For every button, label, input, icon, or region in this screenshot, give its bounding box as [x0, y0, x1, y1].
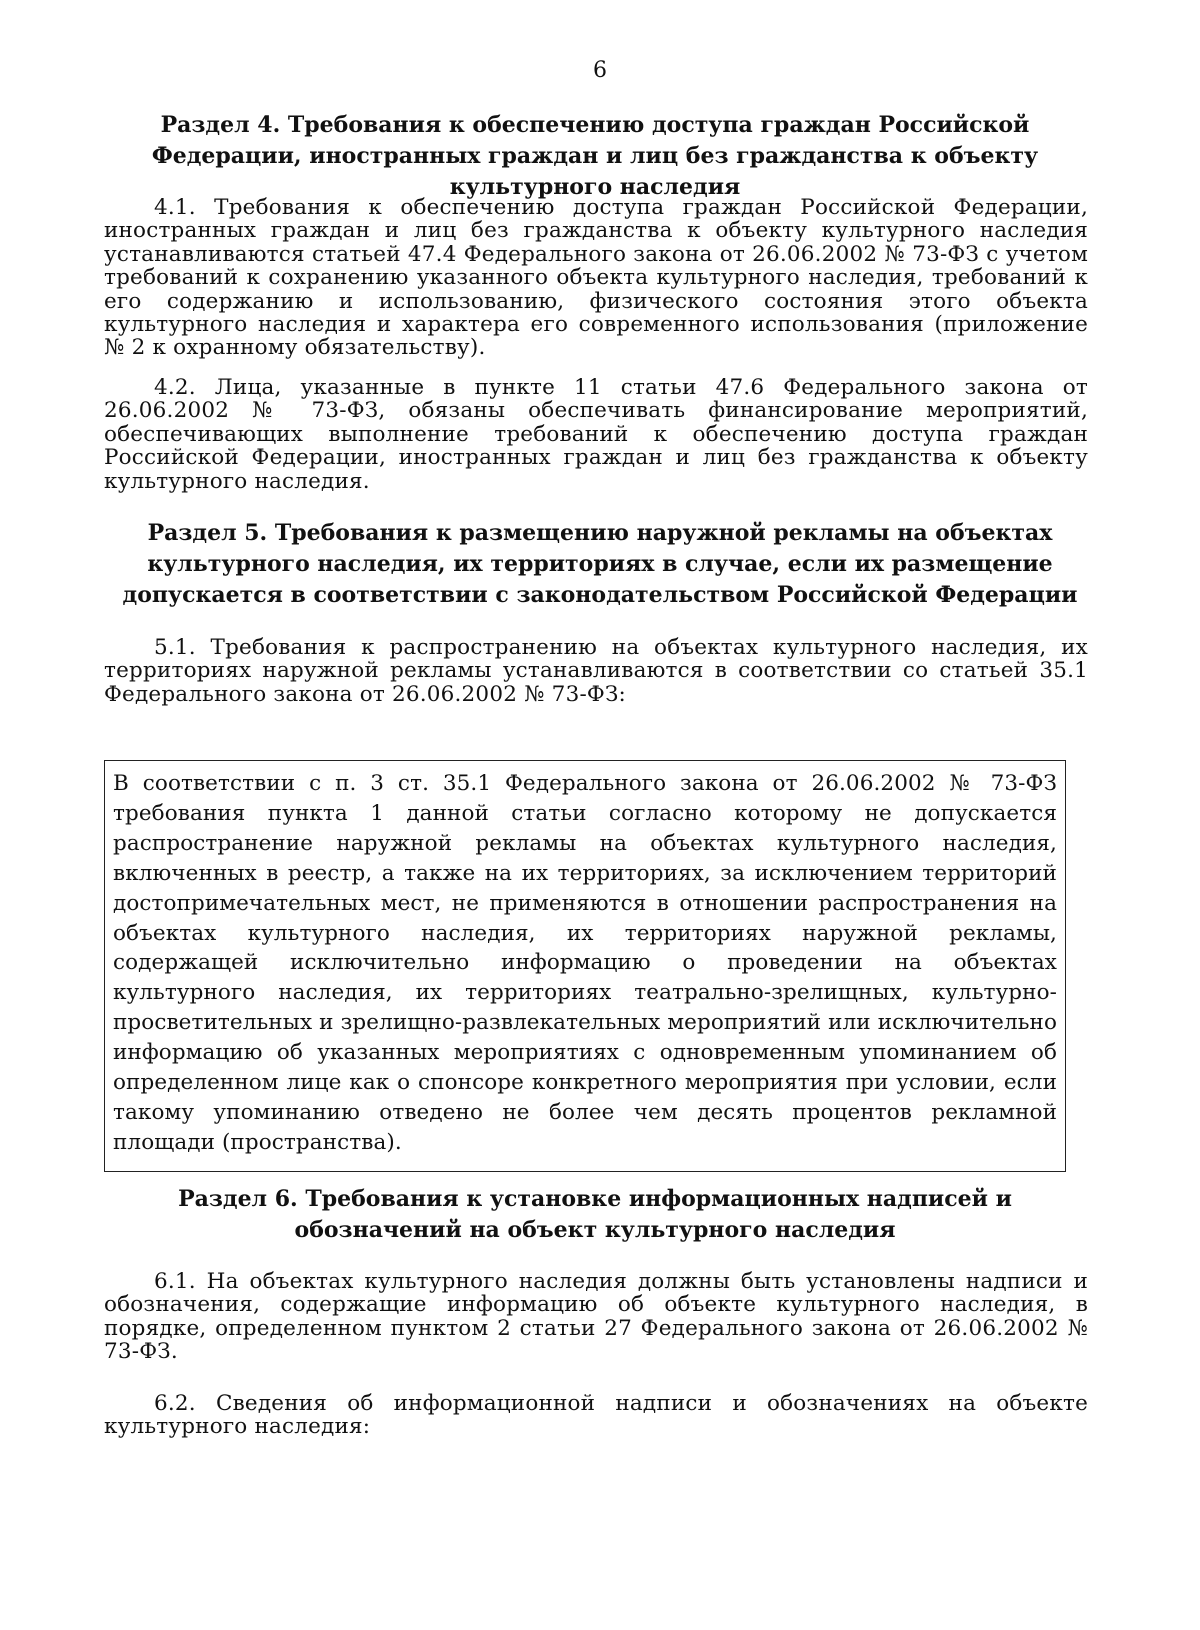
- section-4-heading: Раздел 4. Требования к обеспечению доступа граждан Российской Федерации, иностранных граждан и лиц без гражданства к объекту культурного наследия: [151, 112, 1039, 200]
- paragraph-4-2: 4.2. Лица, указанные в пункте 11 статьи 47.6 Федерального закона от 26.06.2002 № 73-ФЗ, обязаны обеспечивать финансирование мероприятий, обеспечивающих выполнение требований к обеспечению доступа граждан Российской Федерации, иностранных граждан и лиц без гражданства к объекту культурного наследия.: [104, 375, 1088, 494]
- section-5-heading: Раздел 5. Требования к размещению наружной рекламы на объектах культурного наследия, их территориях в случае, если их размещение допускается в соответствии с законодательством Российской Федерации: [122, 520, 1078, 608]
- page-number: 6: [593, 58, 607, 83]
- section-6-heading: Раздел 6. Требования к установке информационных надписей и обозначений на объект культурного наследия: [178, 1186, 1012, 1243]
- quoted-law-text: В соответствии с п. 3 ст. 35.1 Федерального закона от 26.06.2002 № 73-ФЗ требования пункта 1 данной статьи согласно которому не допускается распространение наружной рекламы на объектах культурного наследия, включенных в реестр, а также на их территориях, за исключением территорий достопримечательных мест, не применяются в отношении распространения на объектах культурного наследия, их территориях наружной рекламы, содержащей исключительно информацию о проведении на объектах культурного наследия, их территориях театрально-зрелищных, культурно-просветительных и зрелищно-развлекательных мероприятий или исключительно информацию об указанных мероприятиях с одновременным упоминанием об определенном лице как о спонсоре конкретного мероприятия при условии, если такому упоминанию отведено не более чем десять процентов рекламной площади (пространства).: [113, 771, 1057, 1155]
- paragraph-5-1: 5.1. Требования к распространению на объектах культурного наследия, их территориях наружной рекламы устанавливаются в соответствии со статьей 35.1 Федерального закона от 26.06.2002 № 73-ФЗ:: [104, 635, 1088, 707]
- quoted-law-box: [104, 760, 1066, 1172]
- paragraph-6-1: 6.1. На объектах культурного наследия должны быть установлены надписи и обозначения, содержащие информацию об объекте культурного наследия, в порядке, определенном пунктом 2 статьи 27 Федерального закона от 26.06.2002 № 73-ФЗ.: [104, 1269, 1088, 1365]
- paragraph-4-1: 4.1. Требования к обеспечению доступа граждан Российской Федерации, иностранных граждан и лиц без гражданства к объекту культурного наследия устанавливаются статьей 47.4 Федерального закона от 26.06.2002 № 73-ФЗ с учетом требований к сохранению указанного объекта культурного наследия, требований к его содержанию и использованию, физического состояния этого объекта культурного наследия и характера его современного использования (приложение № 2 к охранному обязательству).: [104, 195, 1088, 361]
- paragraph-6-2: 6.2. Сведения об информационной надписи и обозначениях на объекте культурного наследия:: [104, 1391, 1088, 1440]
